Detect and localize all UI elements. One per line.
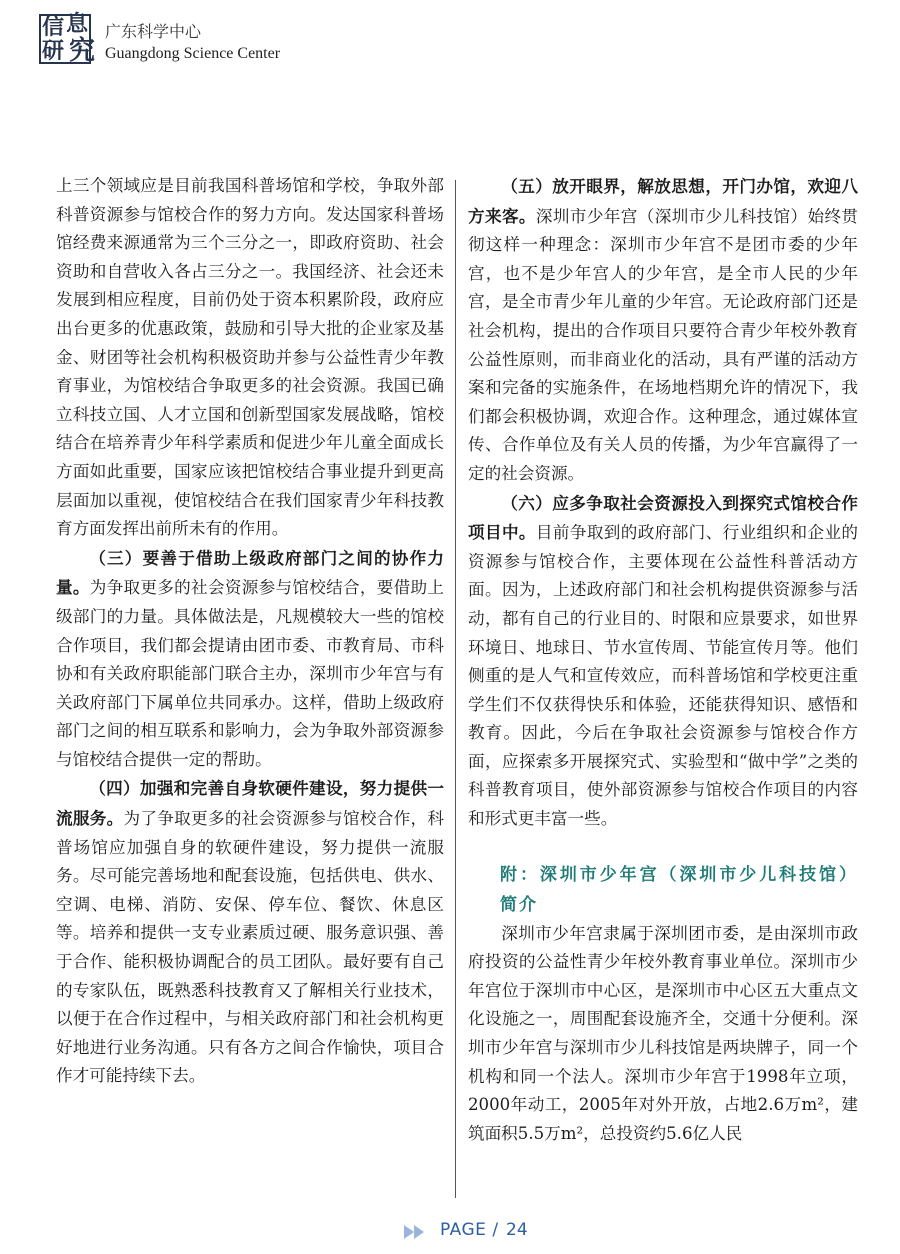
appendix-body: 深圳市少年宫隶属于深圳团市委，是由深圳市政府投资的公益性青少年校外教育事业单位。深圳市少年宫位于深圳市中心区，是深圳市中心区五大重点文化设施之一，周围配套设施齐全，交通十分便利。深圳市少年宫与深圳市少儿科技馆是两块牌子，同一个机构和同一个法人。深圳市少年宫于1998年立项，2000年动工，2005年对外开放，占地2.6万m²，建筑面积5.5万m²，总投资约5.6亿人民: [468, 923, 858, 1143]
column-divider: [455, 180, 456, 1198]
section-3: [56, 544, 444, 775]
section-body: 目前争取到的政府部门、行业组织和企业的资源参与馆校合作，主要体现在公益性科普活动方面。因为，上述政府部门和社会机构提供资源参与活动，都有自己的行业目的、时限和应景要求，如世界环境日、地球日、节水宣传周、节能宣传月等。他们侧重的是人气和宣传效应，而科普场馆和学校更注重学生们不仅获得快乐和体验，还能获得知识、感悟和教育。因此，今后在争取社会资源参与馆校合作方面，应探索多开展探究式、实验型和“做中学”之类的科普教育项目，使外部资源参与馆校合作项目的内容和形式更丰富一些。: [468, 523, 859, 829]
section-body: 为了争取更多的社会资源参与馆校合作，科普场馆应加强自身的软硬件建设，努力提供一流服务。尽可能完善场地和配套设施，包括供电、供水、空调、电梯、消防、安保、停车位、餐饮、休息区等。培养和提供一支专业素质过硬、服务意识强、善于合作、能积极协调配合的员工团队。最好要有自己的专家队伍，既熟悉科技教育又了解相关行业技术，以便于在合作过程中，与相关政府部门和社会机构更好地进行业务沟通。只有各方之间合作愉快，项目合作才可能持续下去。: [56, 809, 445, 1086]
section-heading: （三）要善于借助上级政府部门之间的协作力量。: [56, 547, 444, 598]
section-body: 为争取更多的社会资源参与馆校结合，要借助上级部门的力量。具体做法是，凡规模较大一些的馆校合作项目，我们都会提请由团市委、市教育局、市科协和有关政府职能部门联合主办，深圳市少年宫与有关政府部门下属单位共同承办。这样，借助上级政府部门之间的相互联系和影响力，会为争取外部资源参与馆校结合提供一定的帮助。: [56, 578, 445, 769]
logo: [36, 10, 100, 70]
section-4: [56, 774, 444, 1091]
paragraph: 上三个领域应是目前我国科普场馆和学校，争取外部科普资源参与馆校合作的努力方向。发达国家科普场馆经费来源通常为三个三分之一，即政府资助、社会资助和自营收入各占三分之一。我国经济、社会还未发展到相应程度，目前仍处于资本积累阶段，政府应出台更多的优惠政策，鼓励和引导大批的企业家及基金、财团等社会机构积极资助并参与公益性青少年教育事业，为馆校结合争取更多的社会资源。我国已确立科技立国、人才立国和创新型国家发展战略，馆校结合在培养青少年科学素质和促进少年儿童全面成长方面如此重要，国家应该把馆校结合事业提升到更高层面加以重视，使馆校结合在我们国家青少年科技教育方面发挥出前所未有的作用。: [56, 176, 444, 539]
logo-char: 究: [69, 36, 96, 66]
logo-char: 信: [42, 15, 65, 40]
logo-char: 研: [42, 39, 65, 64]
section-5: [468, 172, 858, 489]
double-arrow-icon: [404, 1224, 424, 1244]
section-heading: （六）应多争取社会资源投入到探究式馆校合作项目中。: [468, 492, 858, 543]
left-column: [56, 172, 444, 1091]
right-column: [468, 172, 858, 1148]
page-footer: [404, 1218, 604, 1246]
appendix-title: 附：深圳市少年宫（深圳市少儿科技馆）简介: [500, 864, 858, 915]
section-body: 深圳市少年宫（深圳市少儿科技馆）始终贯彻这样一种理念：深圳市少年宫不是团市委的少年宫，也不是少年宫人的少年宫，是全市人民的少年宫，是全市青少年儿童的少年宫。无论政府部门还是社会机构，提出的合作项目只要符合青少年校外教育公益性原则，而非商业化的活动，具有严谨的活动方案和完备的实施条件，在场地档期允许的情况下，我们都会积极协调，欢迎合作。这种理念，通过媒体宣传、合作单位及有关人员的传播，为少年宫赢得了一定的社会资源。: [468, 206, 859, 483]
logo-char: 息: [66, 12, 89, 37]
section-heading: （五）放开眼界，解放思想，开门办馆，欢迎八方来客。: [468, 176, 858, 226]
org-name-en: Guangdong Science Center: [105, 45, 281, 62]
page-header: [36, 10, 436, 70]
section-heading: （四）加强和完善自身软硬件建设，努力提供一流服务。: [56, 778, 444, 829]
page-number: 24: [506, 1220, 528, 1240]
org-name-cn: 广东科学中心: [105, 22, 202, 41]
section-6: [468, 489, 858, 834]
page-label: PAGE /: [440, 1220, 499, 1240]
